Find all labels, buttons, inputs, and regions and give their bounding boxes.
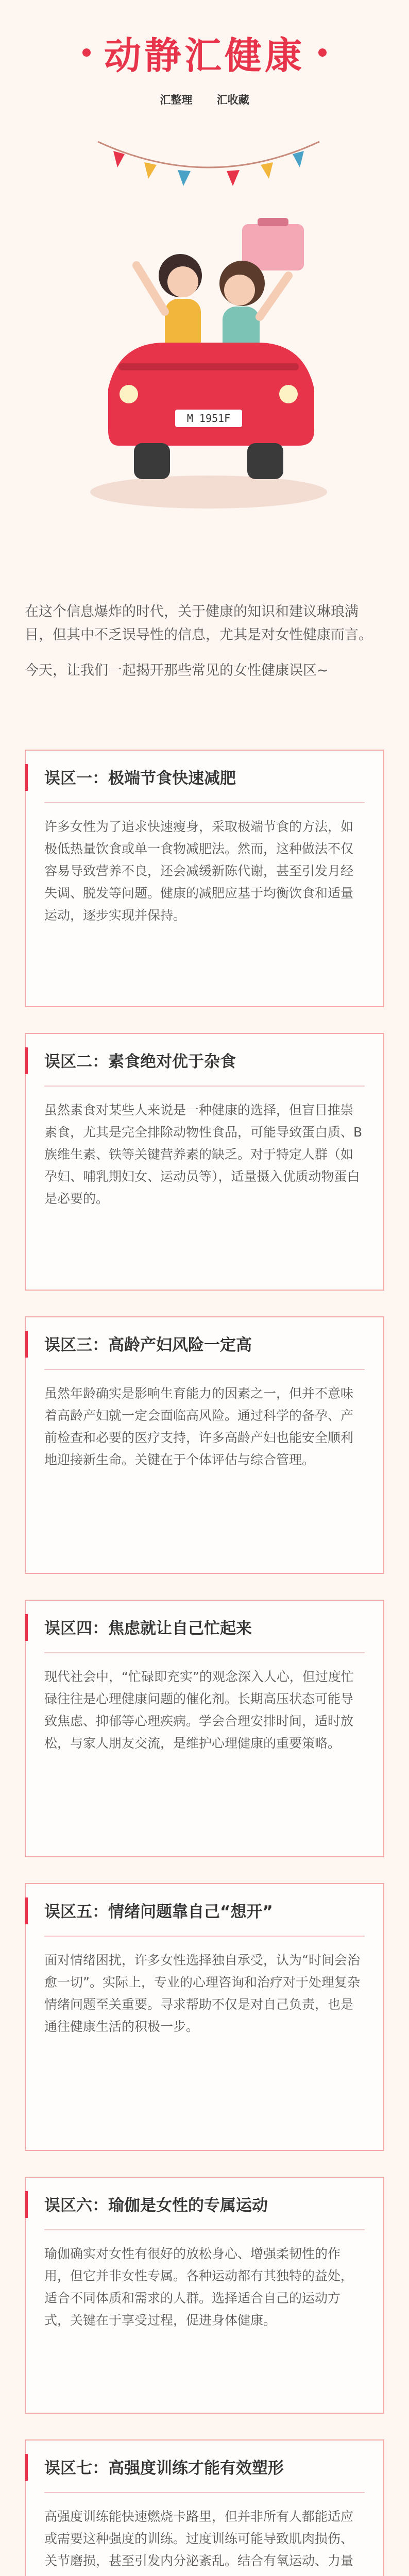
car-light-right: [279, 385, 298, 403]
card-divider: [44, 1936, 365, 1937]
bunting-string: [98, 142, 319, 167]
wheel-right: [247, 443, 283, 479]
intro-text: [25, 600, 385, 694]
flag-1: [113, 151, 125, 167]
card-divider: [44, 802, 365, 803]
myth-title: 误区六：瑜伽是女性的专属运动: [44, 2196, 268, 2215]
card-accent-bar: [25, 1047, 28, 1074]
flag-5: [261, 162, 273, 179]
myth-title: 误区三：高龄产妇风险一定高: [44, 1336, 252, 1354]
myth-title: 误区二：素食绝对优于杂食: [44, 1053, 236, 1071]
myth-card-7: [25, 2439, 384, 2576]
card-accent-bar: [25, 764, 28, 791]
myth-title: 误区五：情绪问题靠自己“想开”: [44, 1903, 273, 1921]
myth-card-1: [25, 750, 384, 1007]
card-accent-bar: [25, 2454, 28, 2481]
myth-body: 高强度训练能快速燃烧卡路里，但并非所有人都能适应或需要这种强度的训练。过度训练可能导致肌肉损伤、关节磨损，甚至引发内分泌紊乱。结合有氧运动、力量: [44, 2509, 354, 2568]
myth-card-5: [25, 1883, 384, 2151]
intro-paragraph: 今天，让我们一起揭开那些常见的女性健康误区~: [25, 663, 329, 679]
myth-body: 面对情绪困扰，许多女性选择独自承受，认为“时间会治愈一切”。实际上，专业的心理咨询和治疗对于处理复杂情绪问题至关重要。寻求帮助不仅是对自己负责，也是通往健康生活的积极一步。: [44, 1953, 360, 2034]
car-trim: [118, 363, 299, 370]
title-dot-left: [82, 48, 91, 57]
license-plate-text: M 1951F: [186, 412, 231, 425]
flag-3: [178, 170, 191, 186]
editor-right: 汇收藏: [216, 94, 249, 106]
myth-title: 误区七：高强度训练才能有效塑形: [44, 2459, 284, 2478]
car-light-left: [120, 385, 138, 403]
title-dot-right: [318, 48, 327, 57]
card-divider: [44, 2492, 365, 2493]
myth-body: 瑜伽确实对女性有很好的放松身心、增强柔韧性的作用，但它并非女性专属。各种运动都有其独特的益处，适合不同体质和需求的人群。选择适合自己的运动方式，关键在于享受过程，促进身体健康。: [44, 2246, 354, 2328]
card-divider: [44, 1652, 365, 1653]
editor-left: 汇整理: [160, 94, 193, 106]
woman-left-face: [167, 266, 198, 297]
myth-card-4: [25, 1600, 384, 1857]
myth-body: 虽然素食对某些人来说是一种健康的选择，但盲目推崇素食，尤其是完全排除动物性食品，可能导致蛋白质、B族维生素、铁等关键营养素的缺乏。对于特定人群（如孕妇、哺乳期妇女、运动员等），适量摄入优质动物蛋白是必要的。: [44, 1103, 363, 1206]
card-divider: [44, 2229, 365, 2230]
luggage-handle: [258, 218, 288, 226]
card-accent-bar: [25, 1614, 28, 1641]
header-title-row: [0, 27, 409, 78]
myth-card-3: [25, 1316, 384, 1574]
myth-card-6: [25, 2177, 384, 2414]
myth-body: 许多女性为了追求快速瘦身，采取极端节食的方法，如极低热量饮食或单一食物减肥法。然而，这种做法不仅容易导致营养不良，还会减缓新陈代谢，甚至引发月经失调、脱发等问题。健康的减肥应基于均衡饮食和适量运动，逐步实现并保持。: [44, 819, 354, 923]
card-accent-bar: [25, 1331, 28, 1358]
myth-title: 误区四：焦虑就让自己忙起来: [44, 1619, 252, 1638]
woman-right-face: [224, 275, 255, 306]
flag-4: [227, 170, 240, 186]
ground-shadow: [90, 476, 327, 509]
myth-title: 误区一：极端节食快速减肥: [44, 769, 236, 788]
card-divider: [44, 1086, 365, 1087]
card-accent-bar: [25, 1897, 28, 1924]
editor-line: [0, 92, 409, 107]
flag-6: [293, 151, 304, 167]
card-accent-bar: [25, 2191, 28, 2218]
myth-body: 现代社会中，“忙碌即充实”的观念深入人心，但过度忙碌往往是心理健康问题的催化剂。长期高压状态可能导致焦虑、抑郁等心理疾病。学会合理安排时间，适时放松，与家人朋友交流，是维护心理健康的重要策略。: [44, 1669, 354, 1751]
wheel-left: [134, 443, 170, 479]
card-divider: [44, 1369, 365, 1370]
hero-illustration: [88, 121, 330, 533]
intro-paragraph: 在这个信息爆炸的时代，关于健康的知识和建议琳琅满目，但其中不乏误导性的信息，尤其是对女性健康而言。: [25, 604, 372, 643]
flag-2: [144, 162, 157, 179]
myth-card-2: [25, 1033, 384, 1291]
page-title: 动静汇健康: [104, 34, 305, 77]
myth-body: 虽然年龄确实是影响生育能力的因素之一，但并不意味着高龄产妇就一定会面临高风险。通过科学的备孕、产前检查和必要的医疗支持，许多高龄产妇也能安全顺利地迎接新生命。关键在于个体评估与综合管理。: [44, 1386, 354, 1467]
